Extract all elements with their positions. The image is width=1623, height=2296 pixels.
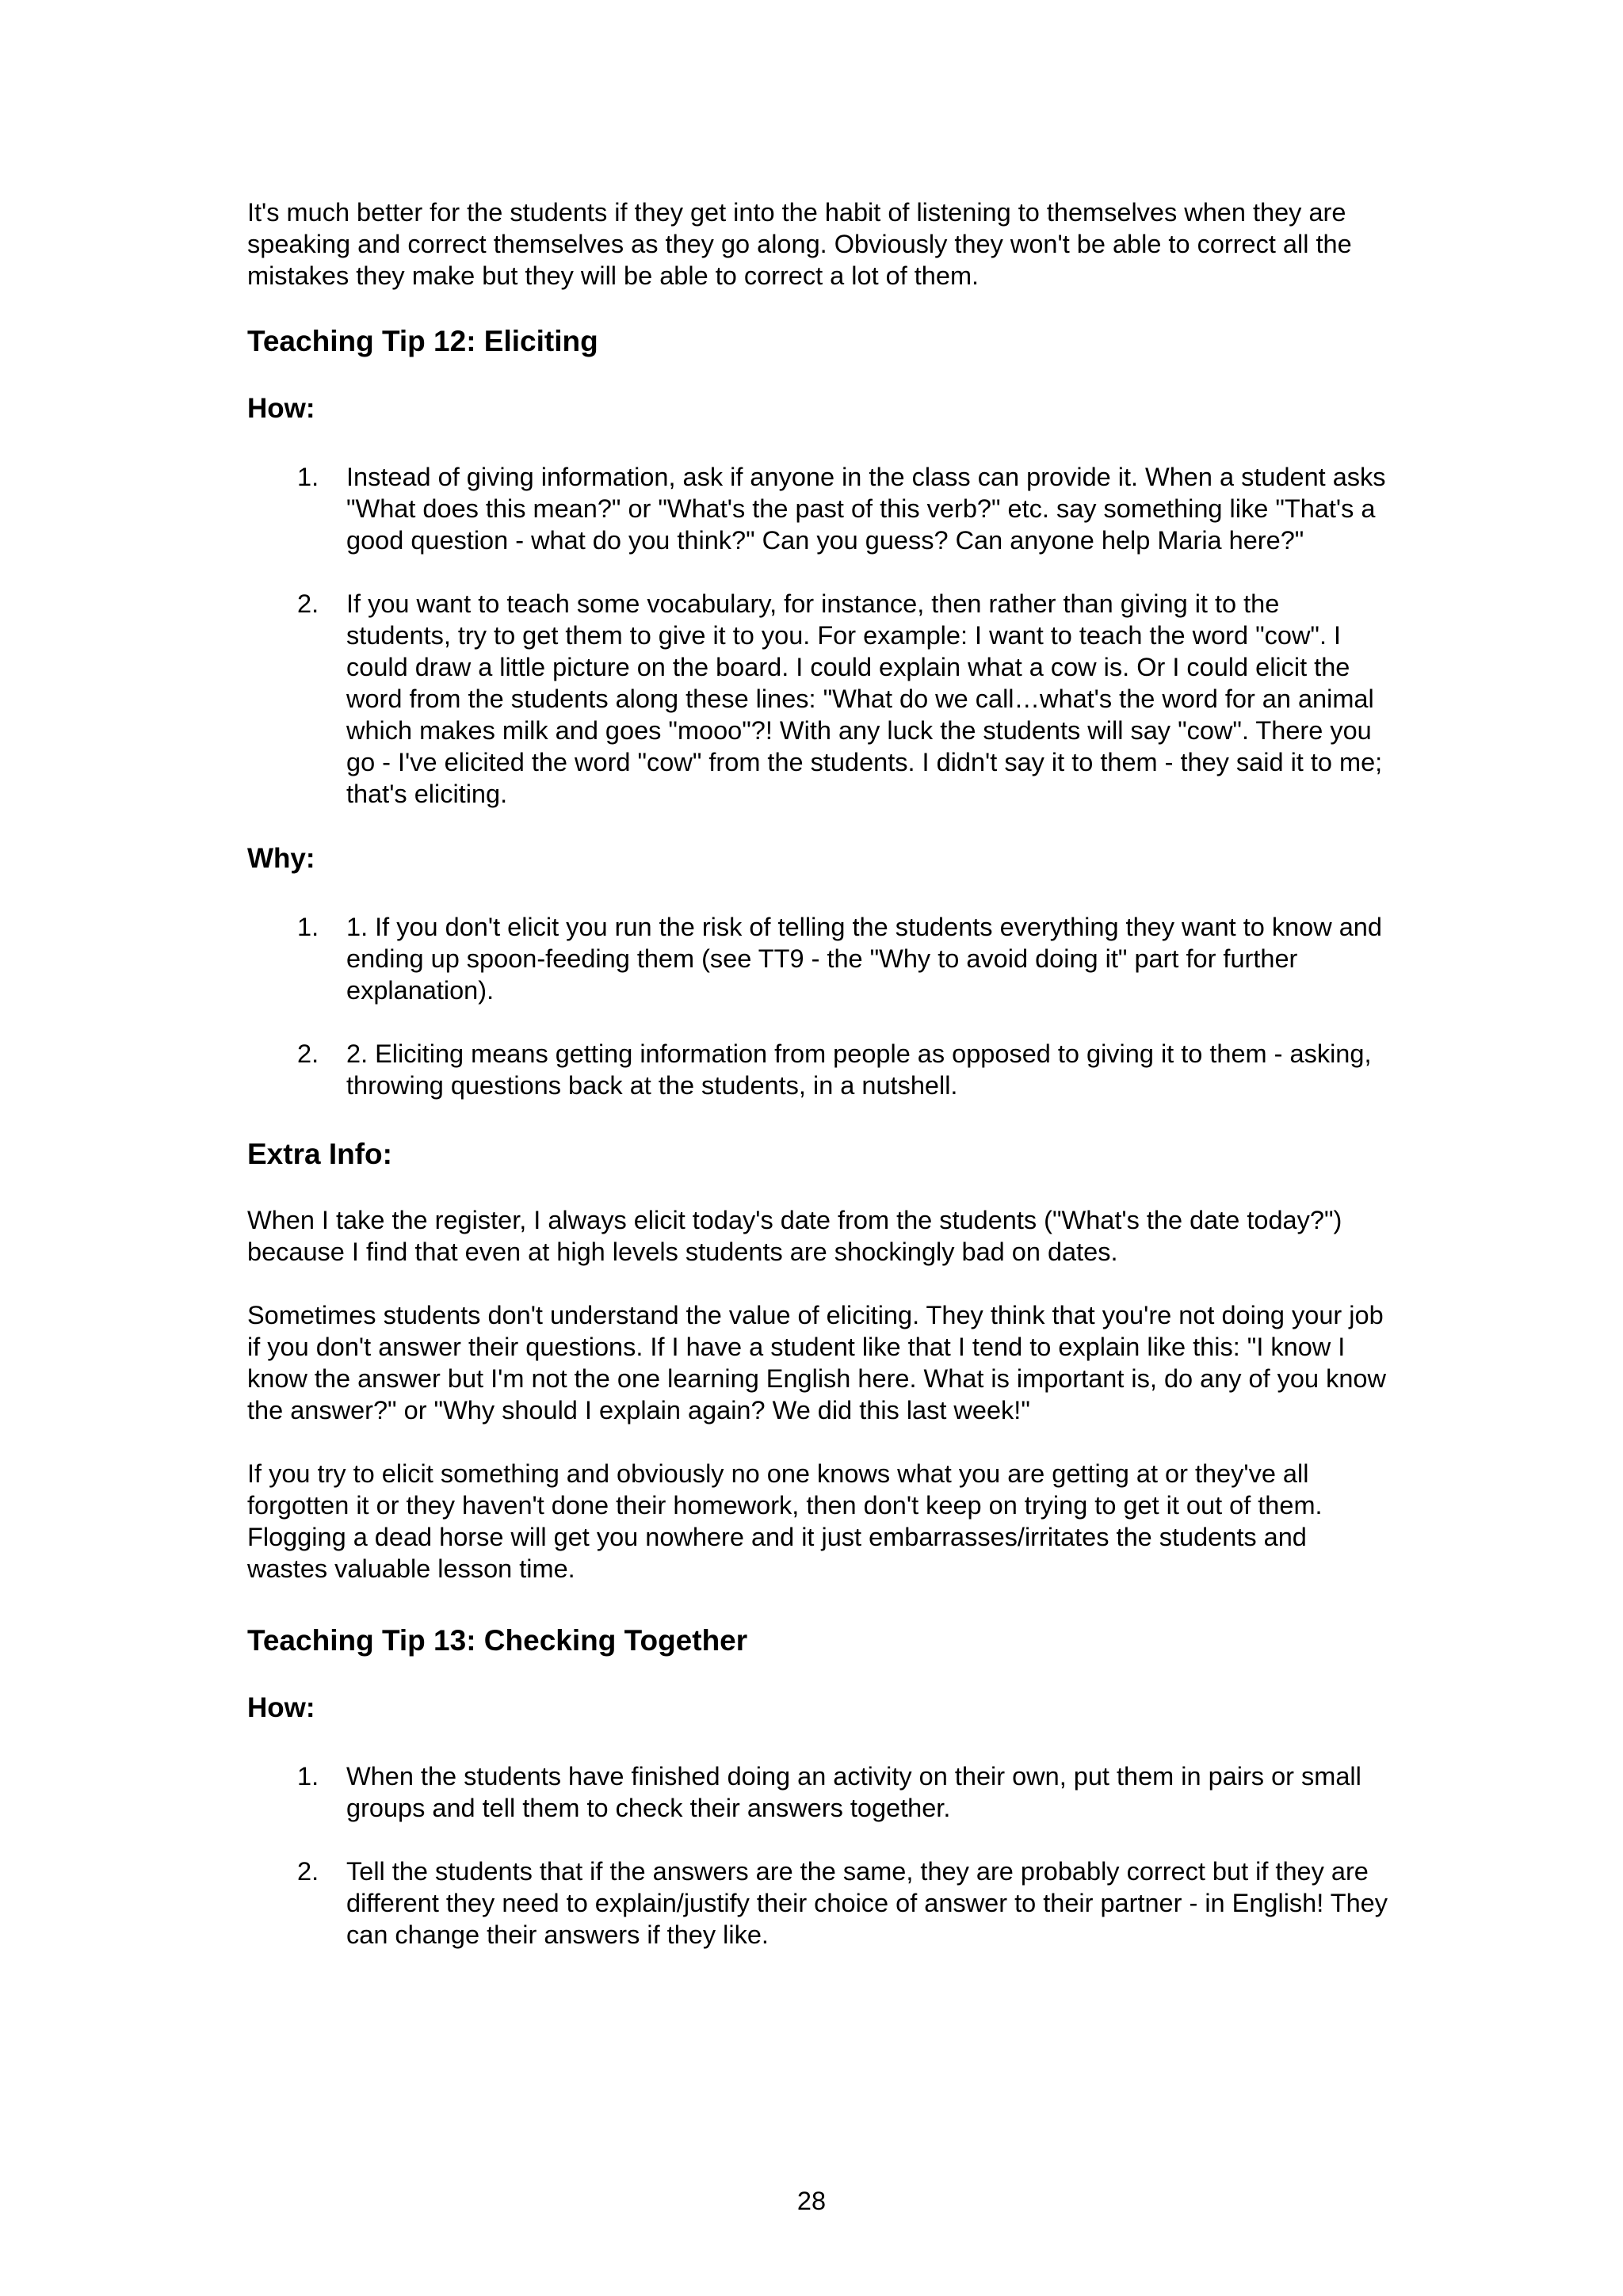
list-number: 2. <box>297 1857 319 1886</box>
extra-paragraph: If you try to elicit something and obviously no one knows what you are getting at or they've all forgotten it or they haven't done their homework, then don't keep on trying to get it out of them. Flogging a dead horse will get you nowhere and it just embarrasses/irritates the students and wastes valuable lesson time. <box>247 1459 1323 1583</box>
list-number: 1. <box>297 463 319 491</box>
extra-paragraph: When I take the register, I always elicit today's date from the students ("What's the date today?") because I find that even at high levels students are shockingly bad on dates. <box>247 1206 1342 1266</box>
tip-13-how-list <box>247 1760 1388 1951</box>
list-item <box>247 911 1388 1006</box>
list-item <box>247 588 1388 810</box>
tip-13-title: Teaching Tip 13: Checking Together <box>247 1624 748 1657</box>
list-number: 2. <box>297 589 319 618</box>
extra-paragraph: Sometimes students don't understand the value of eliciting. They think that you're not doing your job if you don't answer their questions. If I have a student like that I tend to explain like this: "I know I know the answer but I'm not the one learning English here. What is important is, do any of you know the answer?" or "Why should I explain again? We did this last week!" <box>247 1301 1386 1425</box>
list-item-text: 2. Eliciting means getting information from people as opposed to giving it to them - asking, throwing questions back at the students, in a nutshell. <box>346 1039 1372 1100</box>
list-item <box>247 1855 1388 1951</box>
list-number: 1. <box>297 1762 319 1791</box>
tip-13-how-heading: How: <box>247 1692 315 1723</box>
tip-12-title: Teaching Tip 12: Eliciting <box>247 325 598 357</box>
tip-12-how-list <box>247 461 1388 810</box>
list-item-text: Tell the students that if the answers are the same, they are probably correct but if they are different they need to explain/justify their choice of answer to their partner - in English! They can change their answers if they like. <box>346 1857 1388 1949</box>
list-number: 1. <box>297 913 319 941</box>
tip-12-why-heading: Why: <box>247 843 315 874</box>
tip-12-extra-heading: Extra Info: <box>247 1138 392 1170</box>
list-item <box>247 461 1388 556</box>
list-item-text: If you want to teach some vocabulary, for instance, then rather than giving it to the students, try to get them to give it to you. For example: I want to teach the word "cow". I could draw a little picture on the board. I could explain what a cow is. Or I could elicit the word from the students along these lines: "What do we call…what's the word for an animal which makes milk and goes "mooo"?! With any luck the students will say "cow". There you go - I've elicited the word "cow" from the students. I didn't say it to them - they said it to me; that's eliciting. <box>346 589 1383 808</box>
tip-12-how-heading: How: <box>247 393 315 424</box>
list-item-text: Instead of giving information, ask if anyone in the class can provide it. When a student asks "What does this mean?" or "What's the past of this verb?" etc. say something like "That's a good question - what do you think?" Can you guess? Can anyone help Maria here?" <box>346 463 1386 555</box>
intro-paragraph: It's much better for the students if they get into the habit of listening to themselves when they are speaking and correct themselves as they go along. Obviously they won't be able to correct all the mistakes they make but they will be able to correct a lot of them. <box>247 198 1352 290</box>
page-number: 28 <box>796 2187 827 2215</box>
page-content <box>247 196 1388 1951</box>
tip-12-why-list <box>247 911 1388 1101</box>
list-item-text: 1. If you don't elicit you run the risk of telling the students everything they want to know and ending up spoon-feeding them (see TT9 - the "Why to avoid doing it" part for further explanation). <box>346 913 1382 1005</box>
list-item <box>247 1038 1388 1101</box>
list-number: 2. <box>297 1039 319 1068</box>
list-item-text: When the students have finished doing an activity on their own, put them in pairs or small groups and tell them to check their answers together. <box>346 1762 1361 1822</box>
list-item <box>247 1760 1388 1824</box>
